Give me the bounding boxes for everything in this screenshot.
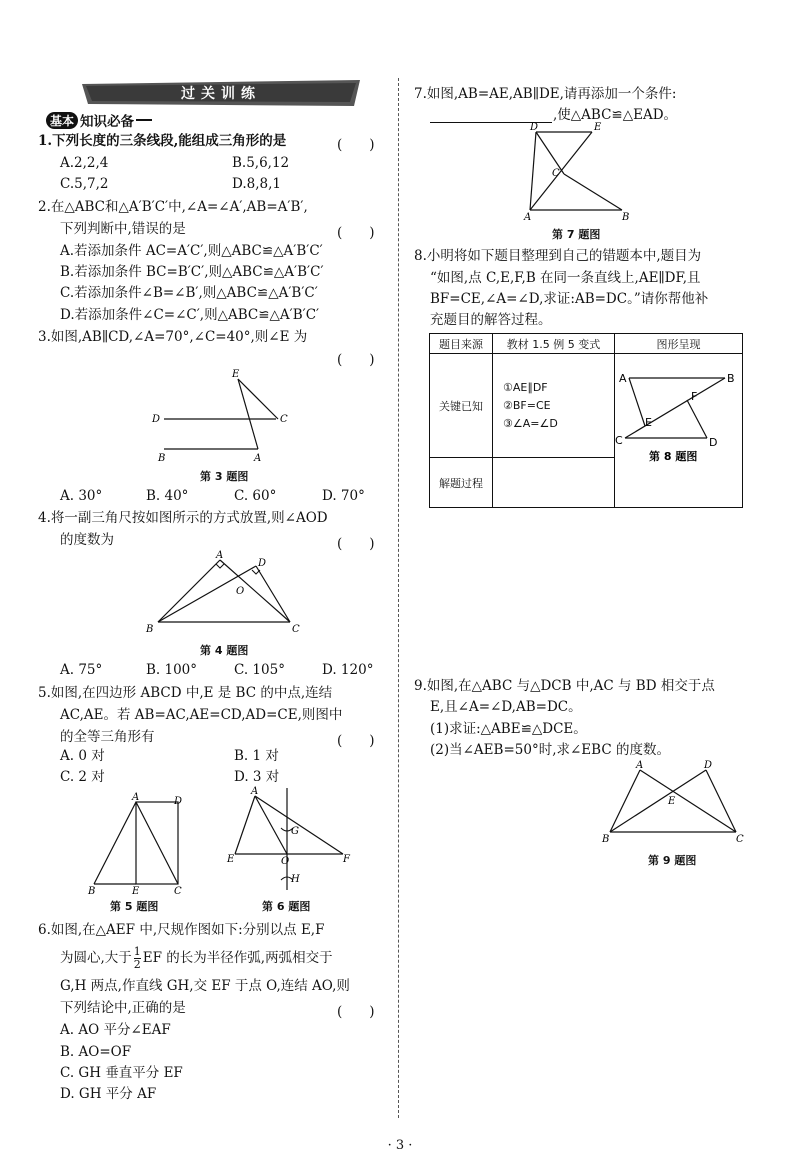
q8-table bbox=[429, 333, 743, 508]
q9-stem-line3: (1)求证:△ABE≌△DCE。 bbox=[430, 721, 587, 737]
q4-answer-paren: ( ) bbox=[337, 536, 375, 552]
section-banner bbox=[82, 80, 360, 106]
q6-fraction bbox=[134, 946, 141, 971]
q9-stem-line1: 9.如图,在△ABC 与△DCB 中,AC 与 BD 相交于点 bbox=[414, 678, 715, 694]
q2-option-d: D.若添加条件∠C=∠C′,则△ABC≌△A′B′C′ bbox=[60, 307, 320, 323]
q8-stem-line4: 充题目的解答过程。 bbox=[430, 312, 552, 328]
q8-figure bbox=[615, 356, 742, 466]
q1-answer-paren: ( ) bbox=[337, 137, 375, 153]
q8-known-2: ②BF=CE bbox=[503, 398, 551, 412]
q3-option-a: A. 30° bbox=[60, 488, 103, 504]
q6-label-a: A bbox=[251, 786, 259, 797]
q6-fraction-num: 1 bbox=[133, 945, 141, 958]
q5-figure bbox=[82, 790, 192, 896]
q3-figure bbox=[150, 365, 310, 465]
q4-option-c: C. 105° bbox=[234, 662, 285, 678]
q7-caption: 第 7 题图 bbox=[552, 228, 601, 241]
q3-label-d: D bbox=[152, 414, 161, 425]
q6-label-g: G bbox=[291, 826, 299, 837]
q5-option-d: D. 3 对 bbox=[234, 769, 280, 785]
q8-stem-line2: “如图,点 C,E,F,B 在同一条直线上,AE∥DF,且 bbox=[430, 270, 701, 286]
q5-option-c: C. 2 对 bbox=[60, 769, 105, 785]
q8-header-source: 题目来源 bbox=[430, 334, 493, 354]
q5-caption: 第 5 题图 bbox=[110, 900, 159, 913]
q8-known-1: ①AE∥DF bbox=[503, 380, 548, 394]
q9-caption: 第 9 题图 bbox=[648, 854, 697, 867]
q3-label-a: A bbox=[254, 453, 262, 464]
q6-stem-line2-a: 为圆心,大于 bbox=[60, 950, 132, 966]
q4-label-o: O bbox=[236, 586, 245, 597]
column-divider bbox=[398, 78, 399, 1118]
q1-option-c: C.5,7,2 bbox=[60, 176, 109, 192]
q3-caption: 第 3 题图 bbox=[200, 470, 249, 483]
q8-label-c: C bbox=[615, 434, 623, 447]
section-dash bbox=[136, 119, 152, 121]
q3-label-b: B bbox=[158, 453, 166, 464]
q7-label-c: C bbox=[552, 168, 560, 179]
q2-stem-line2: 下列判断中,错误的是 bbox=[60, 221, 186, 237]
q2-answer-paren: ( ) bbox=[337, 225, 375, 241]
q3-option-c: C. 60° bbox=[234, 488, 277, 504]
q7-stem-line1: 7.如图,AB=AE,AB∥DE,请再添加一个条件: bbox=[414, 86, 677, 102]
q7-stem-line2: ,使△ABC≌△EAD。 bbox=[553, 107, 678, 123]
q3-option-d: D. 70° bbox=[322, 488, 365, 504]
q8-figure-cell bbox=[615, 354, 743, 508]
q5-answer-paren: ( ) bbox=[337, 733, 375, 749]
q4-option-d: D. 120° bbox=[322, 662, 374, 678]
q6-caption: 第 6 题图 bbox=[262, 900, 311, 913]
q6-label-f: F bbox=[343, 854, 350, 865]
q6-option-c: C. GH 垂直平分 EF bbox=[60, 1065, 183, 1081]
q9-figure bbox=[596, 760, 756, 850]
q6-label-h: H bbox=[291, 874, 300, 885]
q8-header-figure: 图形呈现 bbox=[615, 334, 743, 354]
q4-label-a: A bbox=[216, 550, 224, 561]
q6-stem-line3: G,H 两点,作直线 GH,交 EF 于点 O,连结 AO,则 bbox=[60, 978, 350, 994]
q6-option-a: A. AO 平分∠EAF bbox=[60, 1022, 171, 1038]
q7-label-d: D bbox=[530, 122, 539, 133]
q6-figure bbox=[225, 786, 355, 894]
q7-label-e: E bbox=[594, 122, 602, 133]
q1-option-d: D.8,8,1 bbox=[232, 176, 281, 192]
q5-option-a: A. 0 对 bbox=[60, 748, 105, 764]
q8-label-b: B bbox=[727, 372, 735, 385]
q9-stem-line2: E,且∠A=∠D,AB=DC。 bbox=[430, 699, 582, 715]
q5-stem-line2: AC,AE。若 AB=AC,AE=CD,AD=CE,则图中 bbox=[60, 707, 343, 723]
q6-fraction-den: 2 bbox=[133, 958, 141, 971]
q5-option-b: B. 1 对 bbox=[234, 748, 279, 764]
q4-label-b: B bbox=[146, 624, 154, 635]
q8-process-answer[interactable] bbox=[493, 458, 615, 508]
q6-option-d: D. GH 平分 AF bbox=[60, 1086, 157, 1102]
q9-label-a: A bbox=[636, 760, 644, 771]
q6-label-e: E bbox=[227, 854, 235, 865]
q8-header-textbook: 教材 1.5 例 5 变式 bbox=[493, 334, 615, 354]
q2-option-b: B.若添加条件 BC=B′C′,则△ABC≌△A′B′C′ bbox=[60, 264, 324, 280]
q6-stem-line4: 下列结论中,正确的是 bbox=[60, 1000, 186, 1016]
section-badge: 基本 bbox=[46, 112, 78, 129]
q8-row-known-label: 关键已知 bbox=[430, 354, 493, 458]
q8-known-3: ③∠A=∠D bbox=[503, 416, 558, 430]
q8-label-a: A bbox=[619, 372, 627, 385]
q7-label-b: B bbox=[622, 212, 630, 222]
q5-label-c: C bbox=[174, 886, 182, 896]
q5-stem-line1: 5.如图,在四边形 ABCD 中,E 是 BC 的中点,连结 bbox=[38, 685, 333, 701]
q2-option-a: A.若添加条件 AC=A′C′,则△ABC≌△A′B′C′ bbox=[60, 243, 323, 259]
q8-known-conditions bbox=[493, 354, 615, 458]
q5-label-d: D bbox=[174, 796, 183, 807]
q6-stem-line1: 6.如图,在△AEF 中,尺规作图如下:分别以点 E,F bbox=[38, 922, 325, 938]
q1-option-a: A.2,2,4 bbox=[60, 155, 109, 171]
q2-stem-line1: 2.在△ABC和△A′B′C′中,∠A=∠A′,AB=A′B′, bbox=[38, 199, 308, 215]
q9-label-d: D bbox=[704, 760, 713, 771]
q8-row-process-label: 解题过程 bbox=[430, 458, 493, 508]
q5-label-a: A bbox=[132, 792, 140, 803]
q5-label-b: B bbox=[88, 886, 96, 896]
q4-figure bbox=[140, 550, 310, 640]
q3-stem: 3.如图,AB∥CD,∠A=70°,∠C=40°,则∠E 为 bbox=[38, 329, 308, 345]
q8-label-f: F bbox=[691, 390, 698, 403]
q1-option-b: B.5,6,12 bbox=[232, 155, 290, 171]
q9-label-c: C bbox=[736, 834, 744, 845]
q4-option-a: A. 75° bbox=[60, 662, 103, 678]
q5-label-e: E bbox=[132, 886, 140, 896]
q8-stem-line1: 8.小明将如下题目整理到自己的错题本中,题目为 bbox=[414, 248, 702, 264]
banner-title: 过关训练 bbox=[181, 86, 261, 102]
q7-label-a: A bbox=[524, 212, 532, 222]
q6-stem-line2 bbox=[60, 946, 333, 971]
q3-answer-paren: ( ) bbox=[337, 352, 375, 368]
q1-stem: 1.下列长度的三条线段,能组成三角形的是 bbox=[38, 133, 287, 149]
q6-label-o: O bbox=[281, 856, 290, 867]
page-number: · 3 · bbox=[387, 1138, 413, 1153]
q8-label-d: D bbox=[709, 436, 718, 449]
q4-caption: 第 4 题图 bbox=[200, 644, 249, 657]
q9-label-e: E bbox=[668, 796, 676, 807]
q4-stem-line2: 的度数为 bbox=[60, 532, 114, 548]
q4-stem-line1: 4.将一副三角尺按如图所示的方式放置,则∠AOD bbox=[38, 510, 328, 526]
q4-label-c: C bbox=[292, 624, 300, 635]
q4-label-d: D bbox=[258, 558, 267, 569]
q8-label-e: E bbox=[645, 416, 652, 429]
q6-answer-paren: ( ) bbox=[337, 1004, 375, 1020]
section-header bbox=[46, 110, 152, 130]
q5-stem-line3: 的全等三角形有 bbox=[60, 729, 155, 745]
q8-caption: 第 8 题图 bbox=[649, 450, 698, 463]
q8-stem-line3: BF=CE,∠A=∠D,求证:AB=DC。”请你帮他补 bbox=[430, 291, 709, 307]
q7-figure bbox=[518, 122, 638, 222]
q3-label-c: C bbox=[280, 414, 288, 425]
q4-option-b: B. 100° bbox=[146, 662, 198, 678]
q9-stem-line4: (2)当∠AEB=50°时,求∠EBC 的度数。 bbox=[430, 742, 670, 758]
q2-option-c: C.若添加条件∠B=∠B′,则△ABC≌△A′B′C′ bbox=[60, 285, 318, 301]
q3-label-e: E bbox=[232, 369, 240, 380]
q3-option-b: B. 40° bbox=[146, 488, 189, 504]
q6-stem-line2-b: EF 的长为半径作弧,两弧相交于 bbox=[142, 950, 333, 966]
section-title: 知识必备 bbox=[80, 114, 135, 130]
q6-option-b: B. AO=OF bbox=[60, 1044, 132, 1060]
q9-label-b: B bbox=[602, 834, 610, 845]
